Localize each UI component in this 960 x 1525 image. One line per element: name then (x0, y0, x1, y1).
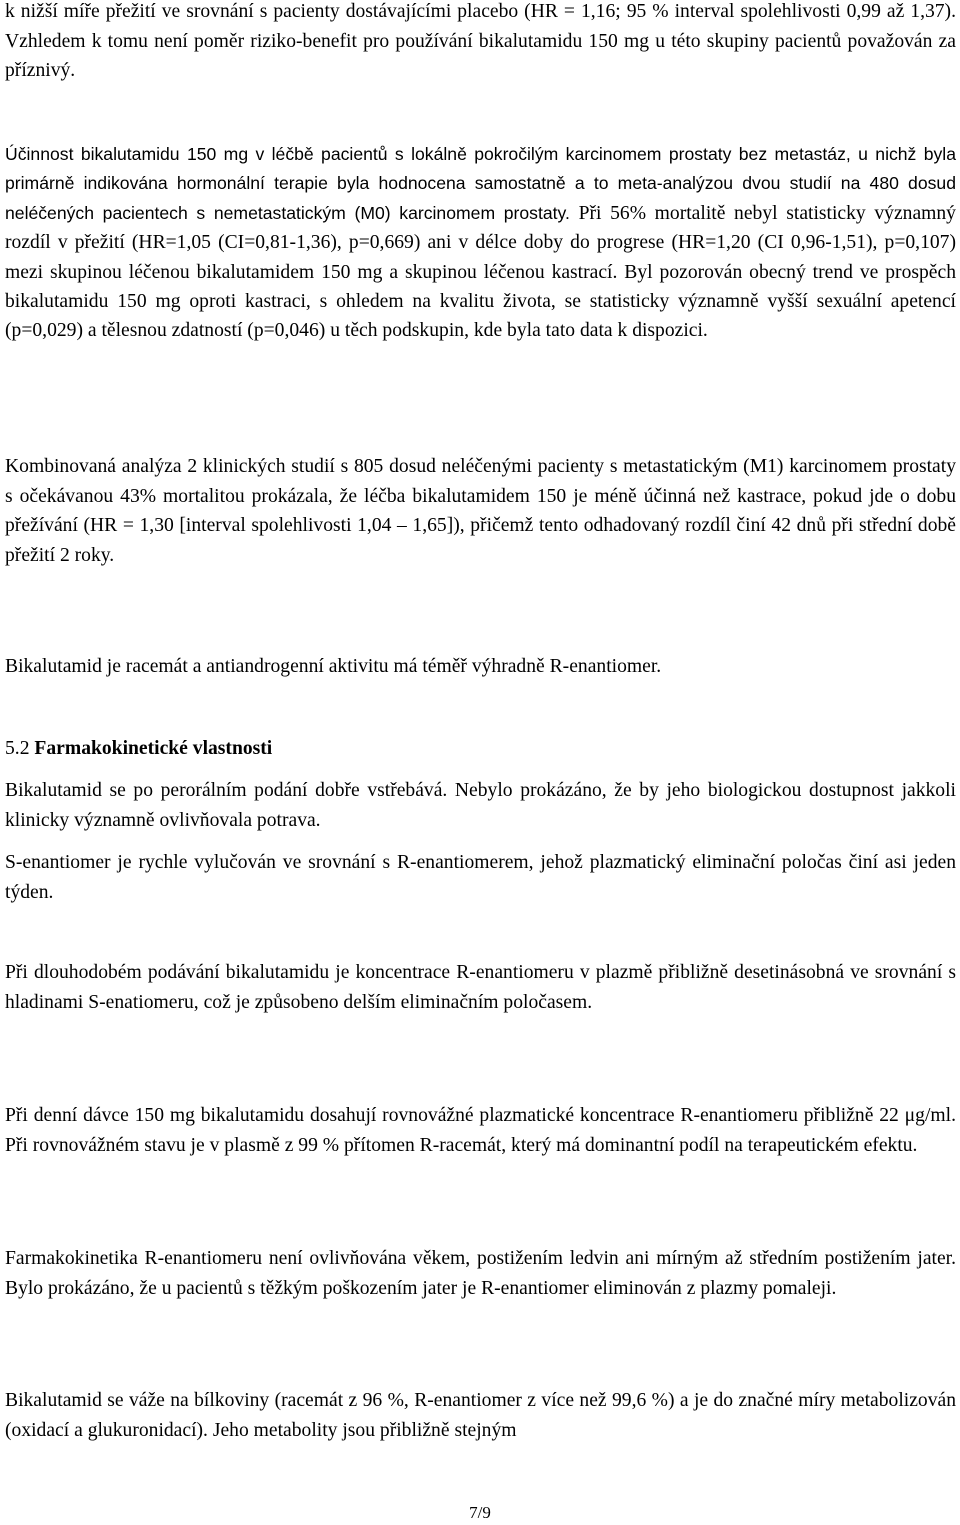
paragraph-pharmacokinetics: Farmakokinetika R-enantiomeru není ovlivňována věkem, postižením ledvin ani mírným až středním postižením jater. Bylo prokázáno, že u pacientů s těžkým poškozením jater je R-enantiomer eliminován z plazmy pomaleji. (5, 1248, 956, 1299)
section-title: Farmakokinetické vlastnosti (34, 738, 273, 759)
paragraph-risk-benefit: k nižší míře přežití ve srovnání s pacienty dostávajícími placebo (HR = 1,16; 95 % interval spolehlivosti 0,99 až 1,37). Vzhledem k tomu není poměr riziko-benefit pro používání bikalutamidu 150 mg u této skupiny pacientů považován za příznivý. (5, 1, 956, 82)
paragraph-protein-binding: Bikalutamid se váže na bílkoviny (racemát z 96 %, R-enantiomer z více než 99,6 %) a je do značné míry metabolizován (oxidací a glukuronidací). Jeho metabolity jsou přibližně stejným (5, 1390, 956, 1441)
paragraph-daily-dose: Při denní dávce 150 mg bikalutamidu dosahují rovnovážné plazmatické koncentrace R-enantiomeru přibližně 22 μg/ml. Při rovnovážném stavu je v plasmě z 99 % přítomen R-racemát, který má dominantní podíl na terapeutickém efektu. (5, 1105, 956, 1156)
section-number: 5.2 (5, 738, 30, 759)
paragraph-efficacy-m0-sans: Účinnost bikalutamidu 150 mg v léčbě pacientů s lokálně pokročilým karcinomem prostaty bez metastáz, u nichž byla primárně indikována hormonální terapie byla hodnocena samostatně a to meta-analýzou dvou studií na 480 dosud neléčených pacientech s nemetastatickým (M0) karcinomem prostaty. (5, 144, 956, 223)
page-number: 7/9 (469, 1503, 491, 1522)
paragraph-efficacy-m0 (5, 140, 956, 346)
paragraph-racemate: Bikalutamid je racemát a antiandrogenní aktivitu má téměř výhradně R-enantiomer. (5, 656, 662, 677)
paragraph-combined-analysis-m1: Kombinovaná analýza 2 klinických studií s 805 dosud neléčenými pacienty s metastatickým (M1) karcinomem prostaty s očekávanou 43% mortalitou prokázala, že léčba bikalutamidem 150 je méně účinná než kastrace, pokud jde o dobu přežívání (HR = 1,30 [interval spolehlivosti 1,04 – 1,65]), přičemž tento odhadovaný rozdíl činí 42 dnů při střední době přežití 2 roky. (5, 456, 956, 566)
section-heading (5, 734, 956, 764)
paragraph-long-term-dosing: Při dlouhodobém podávání bikalutamidu je koncentrace R-enantiomeru v plazmě přibližně desetinásobná ve srovnání s hladinami S-enatiomeru, což je způsobeno delším eliminačním poločasem. (5, 962, 956, 1013)
paragraph-efficacy-m0-serif: Při 56% mortalitě nebyl statisticky významný rozdíl v přežití (HR=1,05 (CI=0,81-1,36), p=0,669) ani v délce doby do progrese (HR=1,20 (CI 0,96-1,51), p=0,107) mezi skupinou léčenou bikalutamidem 150 mg a skupinou léčenou kastrací. Byl pozorován obecný trend ve prospěch bikalutamidu 150 mg oproti kastraci, s ohledem na kvalitu života, se statisticky významně vyšší sexuální apetencí (p=0,029) a tělesnou zdatností (p=0,046) u těch podskupin, kde byla tato data k dispozici. (5, 202, 956, 342)
paragraph-s-enantiomer: S-enantiomer je rychle vylučován ve srovnání s R-enantiomerem, jehož plazmatický eliminační poločas činí asi jeden týden. (5, 852, 956, 903)
paragraph-absorption: Bikalutamid se po perorálním podání dobře vstřebává. Nebylo prokázáno, že by jeho biologickou dostupnost jakkoli klinicky významně ovlivňovala potrava. (5, 780, 956, 831)
